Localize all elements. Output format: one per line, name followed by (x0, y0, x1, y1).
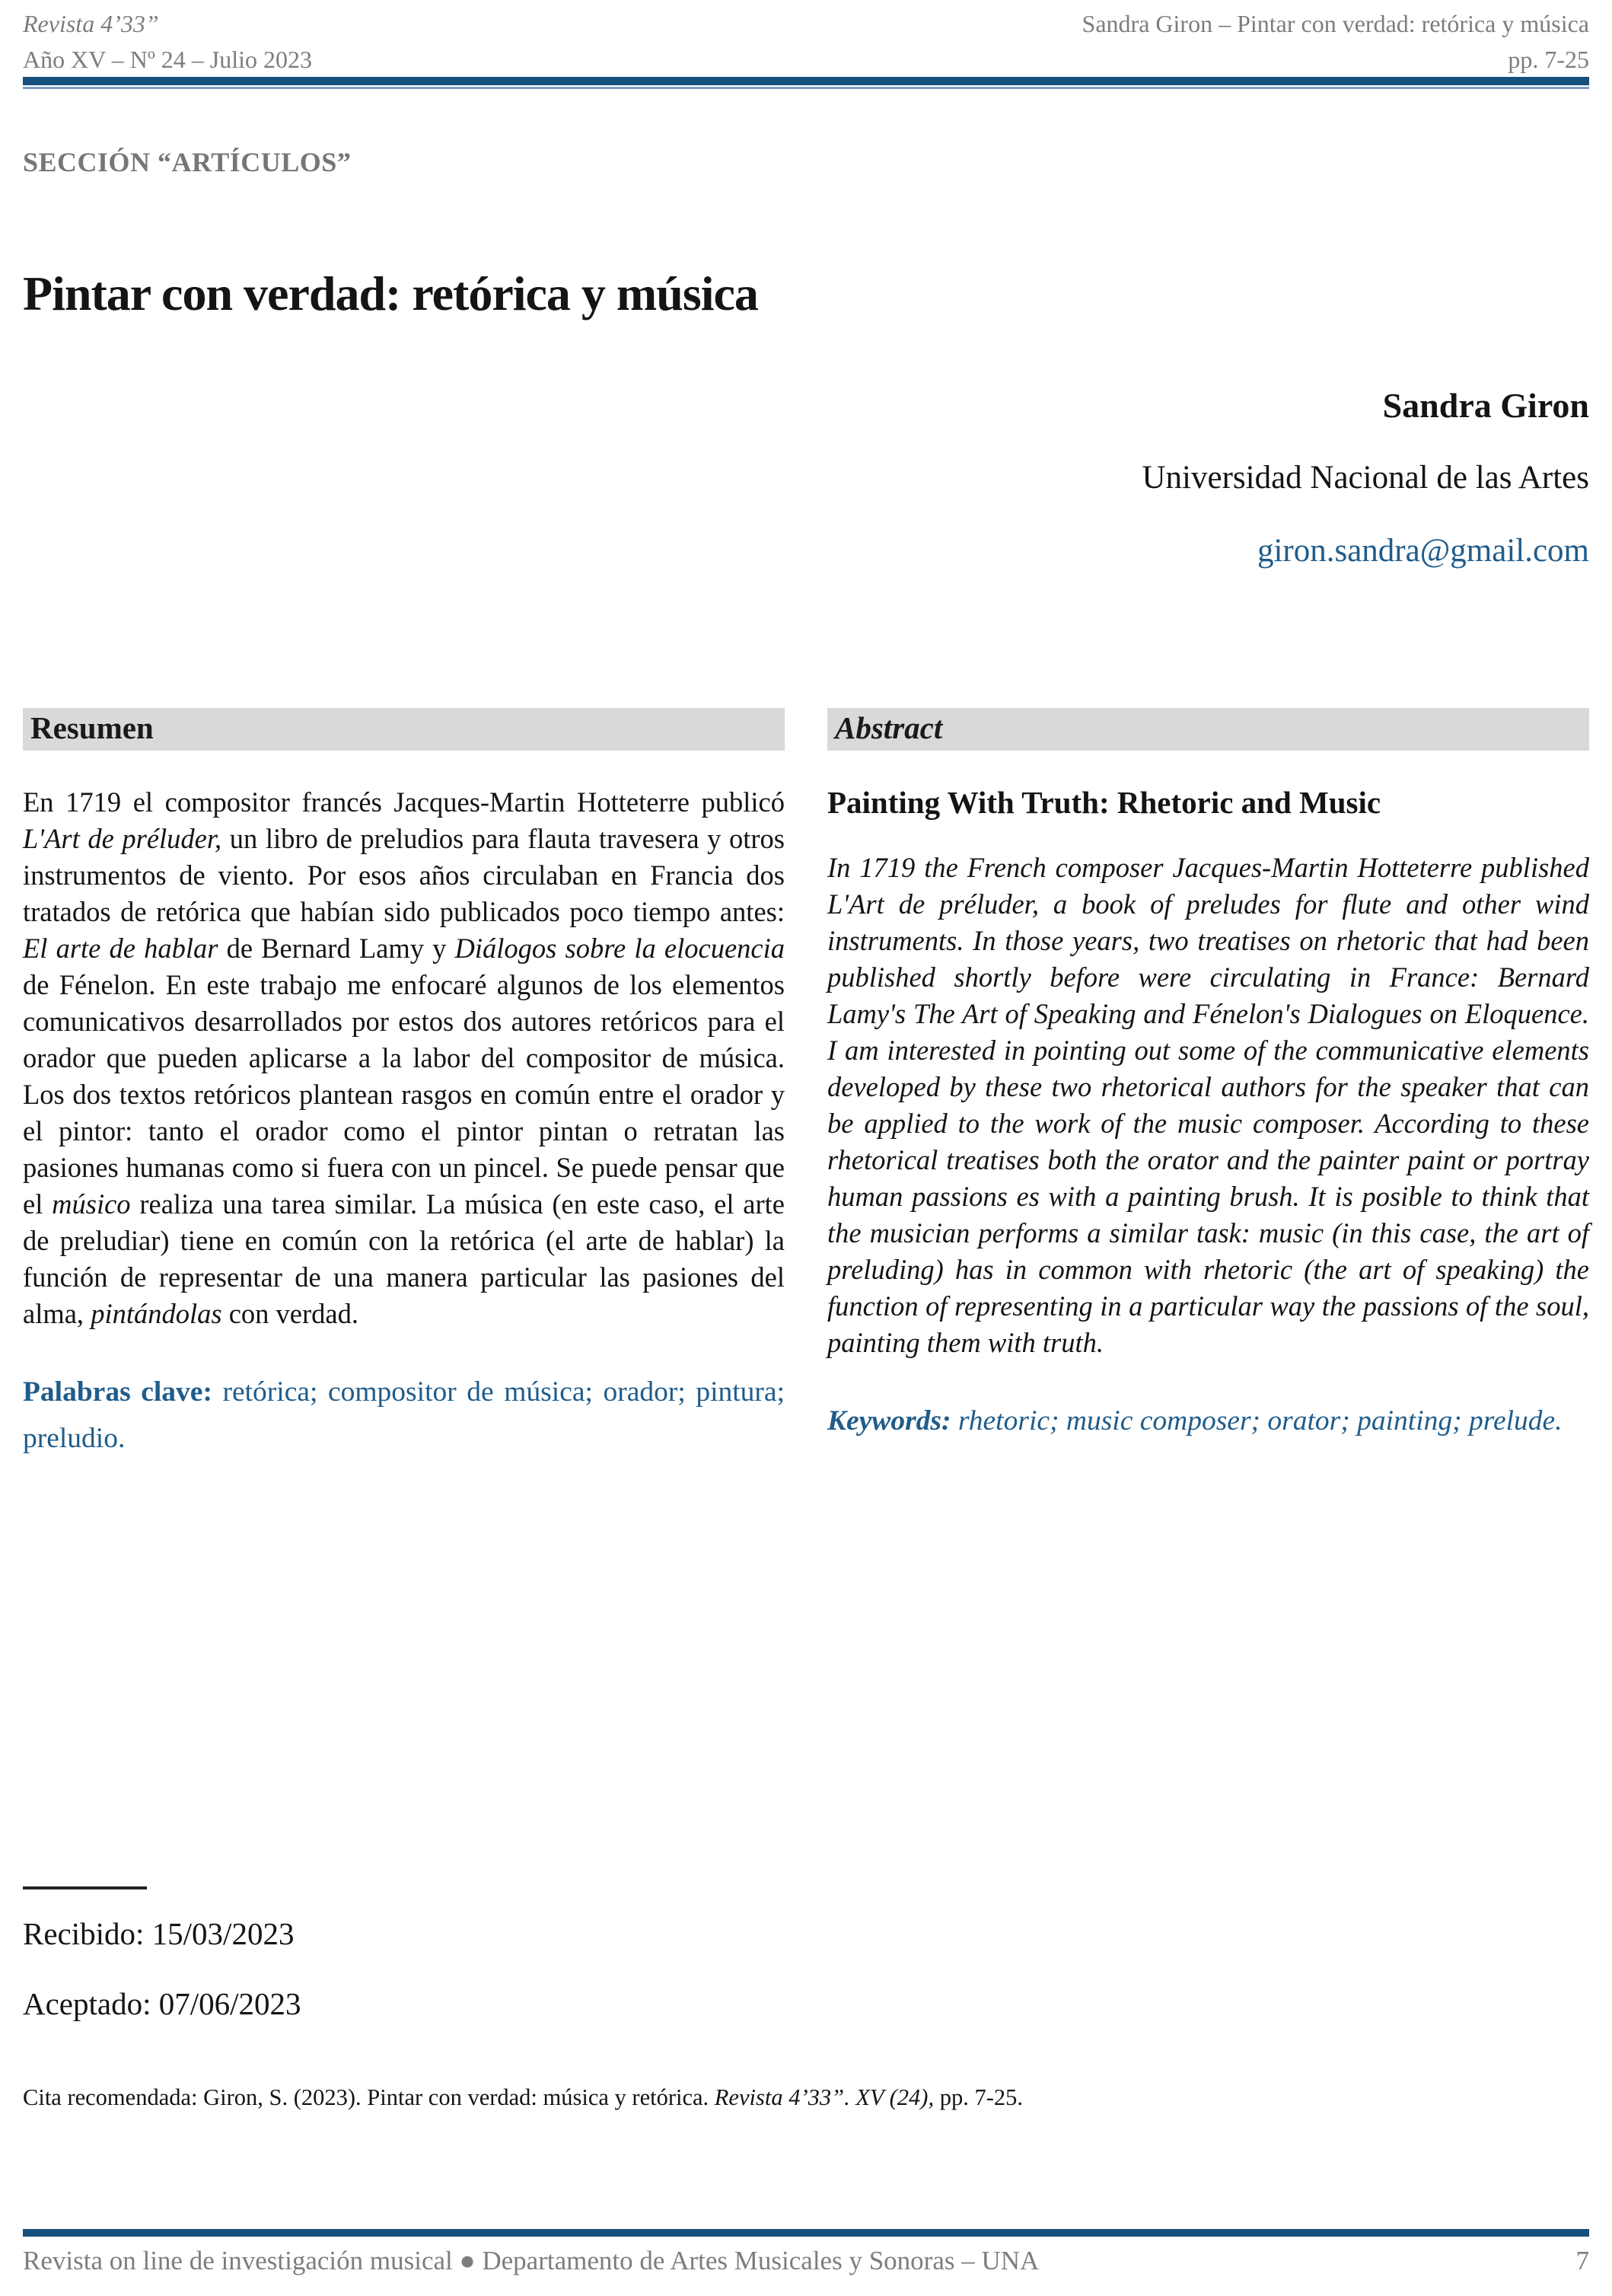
issue-info: Año XV – Nº 24 – Julio 2023 (23, 46, 313, 73)
author-name: Sandra Giron (1382, 386, 1589, 425)
header-rule-thin (23, 87, 1589, 89)
palabras-clave (23, 1369, 785, 1462)
journal-title: Revista 4’33” (23, 10, 159, 37)
abstract-column (827, 708, 1589, 1491)
resumen-column (23, 708, 785, 1491)
keywords-label: Keywords: (827, 1405, 951, 1437)
recommended-citation: Cita recomendada: Giron, S. (2023). Pintar con verdad: música y retórica. Revista 4’33”. XV (24), pp. 7-25. (23, 2084, 1024, 2110)
resumen-paragraph: En 1719 el compositor francés Jacques-Martin Hotteterre publicó L'Art de préluder, un libro de preludios para flauta travesera y otros instrumentos de viento. Por esos años circulaban en Francia dos tratados de retórica que habían sido publicados poco tiempo antes: El arte de hablar de Bernard Lamy y Diálogos sobre la elocuencia de Fénelon. En este trabajo me enfocaré algunos de los elementos comunicativos desarrollados por estos dos autores retóricos para el orador que pueden aplicarse a la labor del compositor de música. Los dos textos retóricos plantean rasgos en común entre el orador y el pintor: tanto el orador como el pintor pintan o retratan las pasiones humanas como si fuera con un pincel. Se puede pensar que el músico realiza una tarea similar. La música (en este caso, el arte de preludiar) tiene en común con la retórica (el arte de hablar) la función de representar de una manera particular las pasiones del alma, pintándolas con verdad. (23, 786, 785, 1329)
resumen-heading: Resumen (30, 710, 154, 745)
page-number: 7 (1575, 2246, 1589, 2275)
page-footer (23, 2246, 1589, 2276)
article-title: Pintar con verdad: retórica y música (23, 266, 758, 320)
page-range: pp. 7-25 (1508, 46, 1589, 73)
header-rule-thick (23, 77, 1589, 85)
footer-rule (23, 2229, 1589, 2237)
abstract-heading-bar (827, 708, 1589, 751)
page-header (23, 6, 1589, 78)
section-label: SECCIÓN “ARTÍCULOS” (23, 147, 352, 177)
abstract-subtitle: Painting With Truth: Rhetoric and Music (827, 785, 1381, 820)
accepted-date: Aceptado: 07/06/2023 (23, 1986, 301, 2021)
abstract-columns (23, 708, 1589, 1491)
footer-text: Revista on line de investigación musical ● Departamento de Artes Musicales y Sonoras – UNA (23, 2246, 1040, 2275)
resumen-heading-bar (23, 708, 785, 751)
keywords (827, 1398, 1589, 1444)
author-block (23, 385, 1589, 569)
running-head: Sandra Giron – Pintar con verdad: retórica y música (1082, 10, 1589, 37)
author-email-link[interactable]: giron.sandra@gmail.com (1257, 533, 1589, 569)
footnote-rule (23, 1886, 147, 1889)
palabras-clave-text: retórica; compositor de música; orador; pintura; preludio. (23, 1376, 785, 1454)
abstract-heading: Abstract (835, 710, 943, 745)
author-affiliation: Universidad Nacional de las Artes (1142, 460, 1589, 496)
palabras-clave-label: Palabras clave: (23, 1376, 212, 1408)
abstract-paragraph: In 1719 the French composer Jacques-Martin Hotteterre published L'Art de préluder, a book of preludes for flute and other wind instruments. In those years, two treatises on rhetoric that had been published shortly before were circulating in France: Bernard Lamy's The Art of Speaking and Fénelon's Dialogues on Eloquence. I am interested in pointing out some of the communicative elements developed by these two rhetorical authors for the speaker that can be applied to the work of the music composer. According to these rhetorical treatises both the orator and the painter paint or portray human passions es with a painting brush. It is posible to think that the musician performs a similar task: music (in this case, the art of preluding) has in common with rhetoric (the art of speaking) the function of representing in a particular way the passions of the soul, painting them with truth. (827, 852, 1589, 1358)
keywords-text: rhetoric; music composer; orator; painting; prelude. (951, 1405, 1563, 1437)
received-date: Recibido: 15/03/2023 (23, 1916, 295, 1951)
